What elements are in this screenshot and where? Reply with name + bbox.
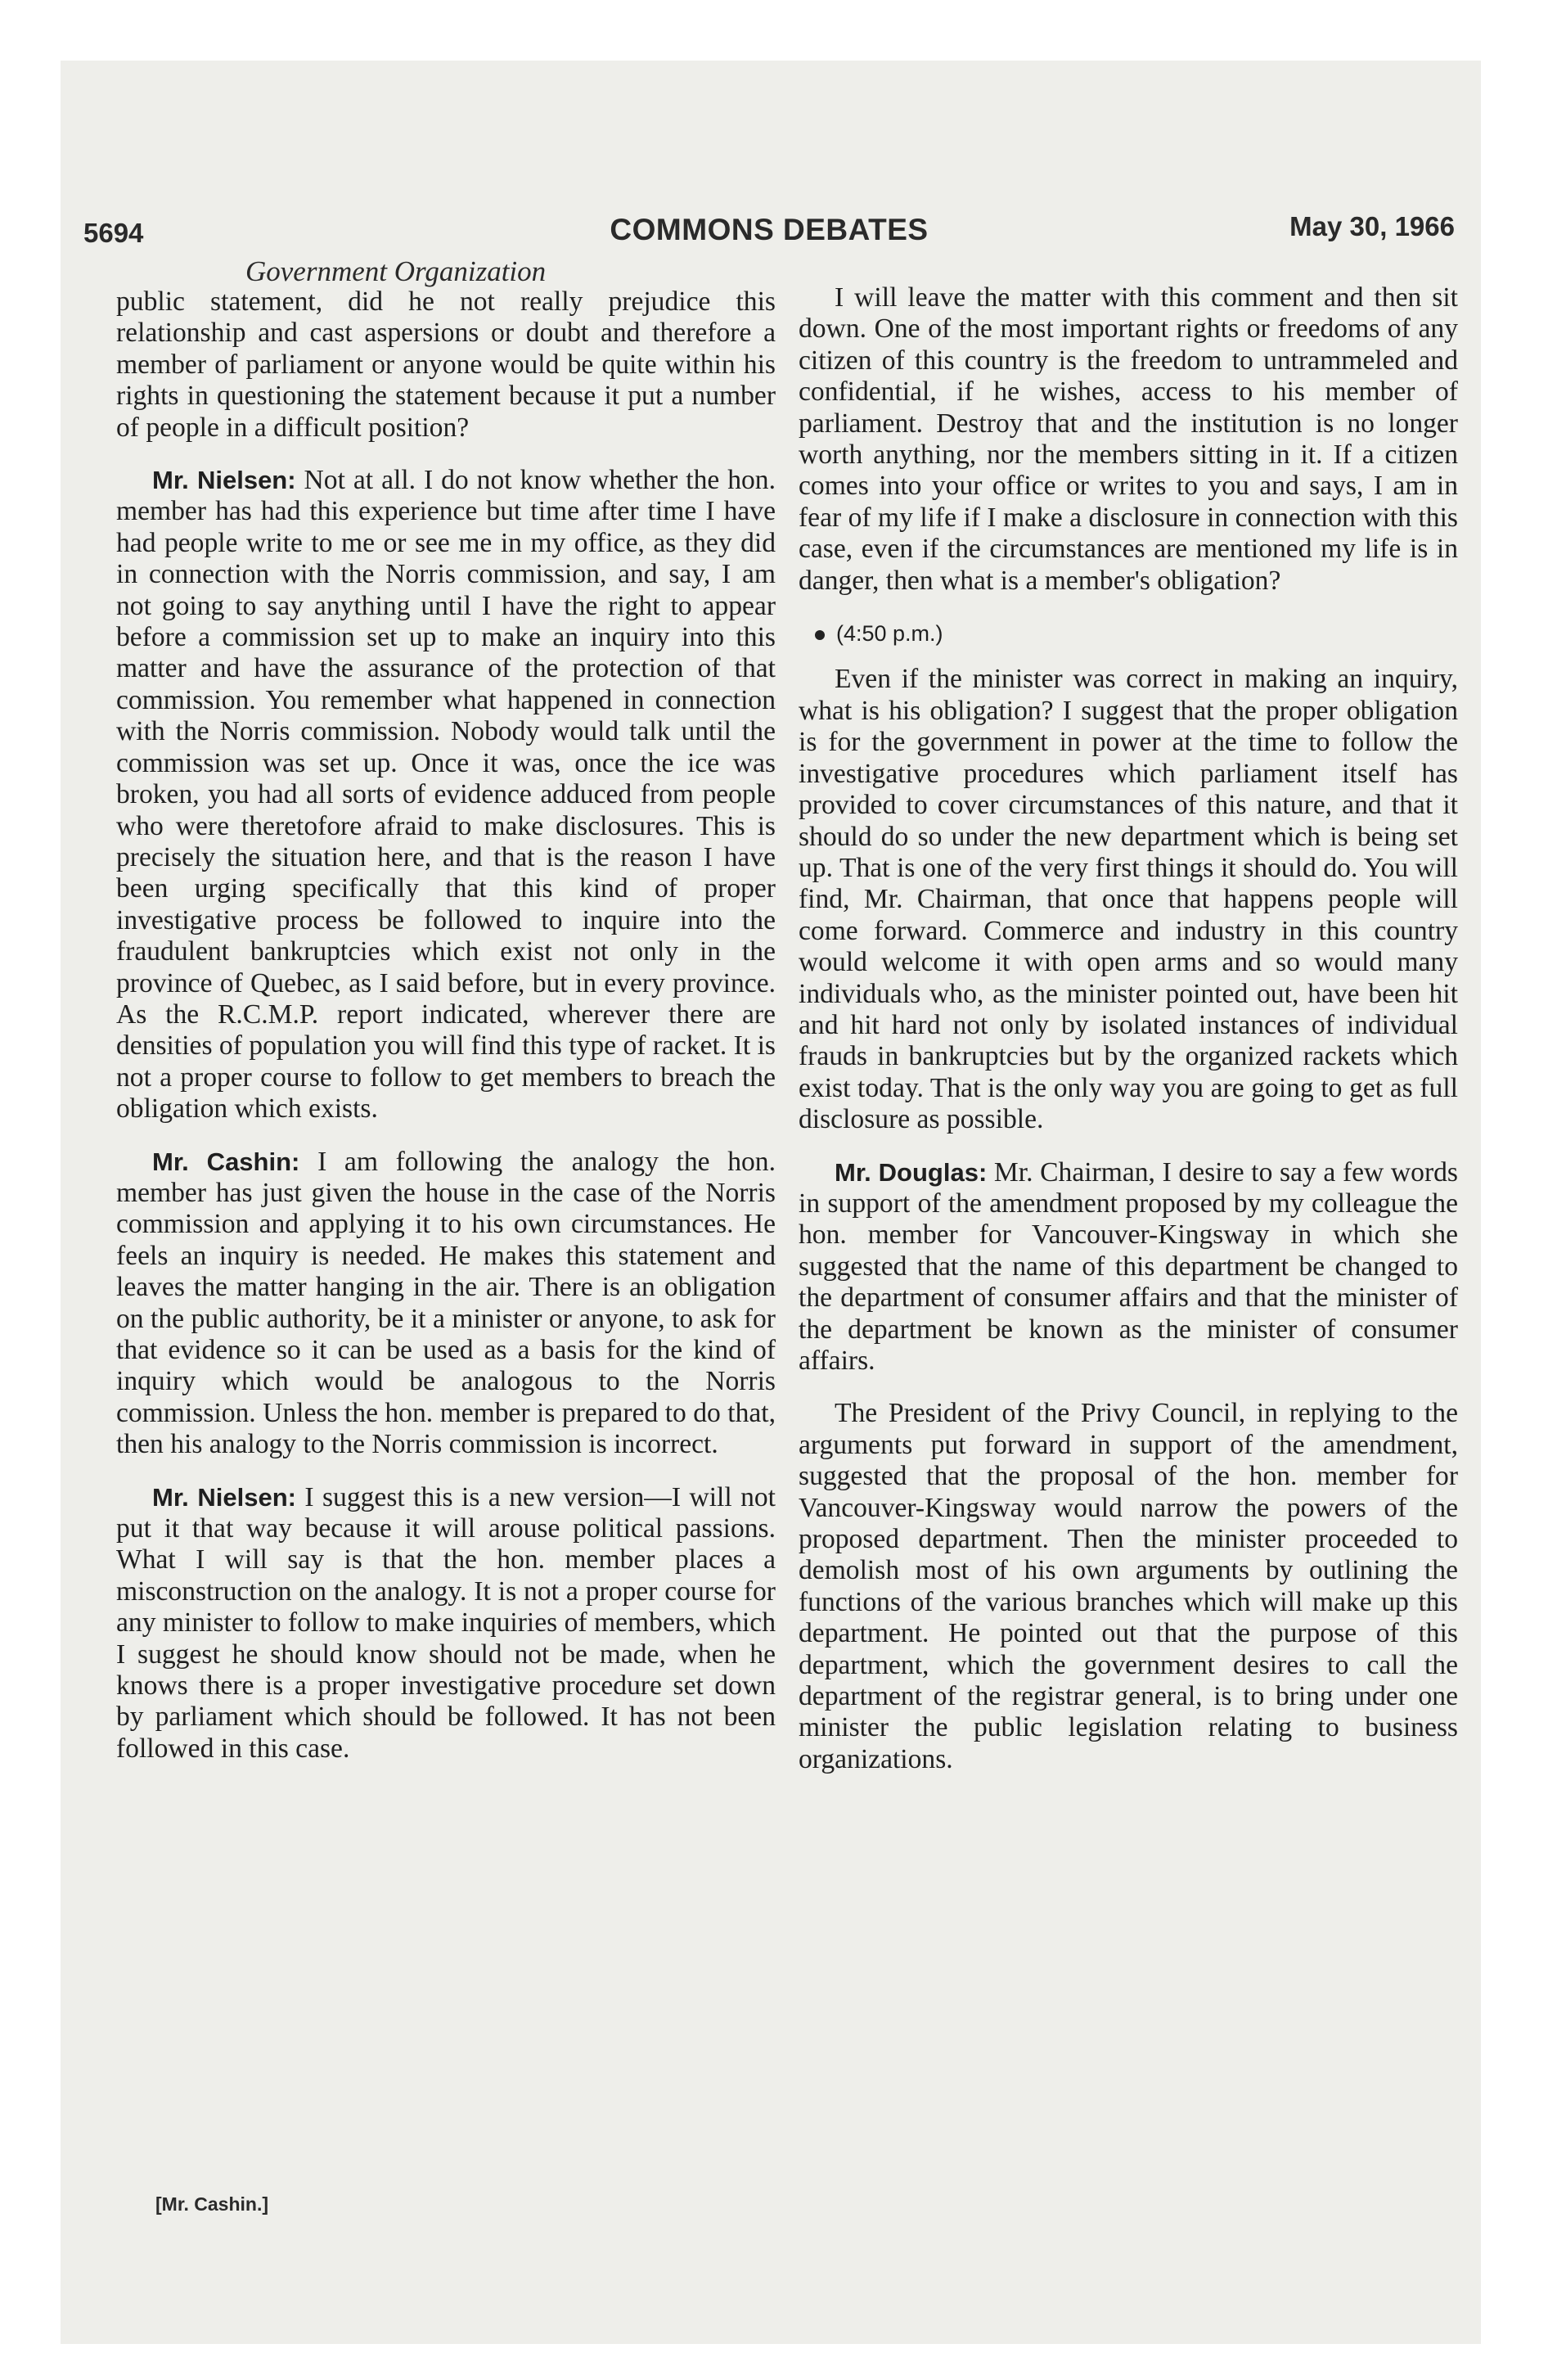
speech-paragraph (799, 1157, 1458, 1377)
speaker-name: Mr. Cashin: (152, 1147, 300, 1176)
right-column (799, 282, 1458, 1796)
footnote: [Mr. Cashin.] (155, 2193, 269, 2215)
paragraph: Even if the minister was correct in making an inquiry, what is his obligation? I suggest that the proper obligation is for the government in power at the time to follow the investigative procedures which parliament itself has provided to cover circumstances of this nature, and that it should do so under the new department which is being set up. That is one of the very first things it should do. You will find, Mr. Chairman, that once that happens people will come forward. Commerce and industry in this country would welcome it with open arms and so would many individuals who, as the minister pointed out, have been hit and hit hard not only by isolated instances of individual frauds in bankruptcies but by the organized rackets which exist today. That is the only way you are going to get as full disclosure as possible. (799, 664, 1458, 1135)
speech-paragraph (116, 1147, 776, 1461)
publication-title: COMMONS DEBATES (610, 213, 929, 246)
speech-text: I am following the analogy the hon. member has just given the house in the case of the Norris commission and applying it to his own circumstances. He feels an inquiry is needed. He makes this statement and leaves the matter hanging in the air. There is an obligation on the public authority, be it a minister or anyone, to ask for that evidence so it can be used as a basis for the kind of inquiry which would be analogous to the Norris commission. Unless the hon. member is prepared to do that, then his analogy to the Norris commission is incorrect. (116, 1146, 776, 1460)
speech-paragraph (116, 465, 776, 1125)
time-stamp (815, 618, 1458, 649)
speaker-name: Mr. Douglas: (835, 1157, 988, 1187)
page-date: May 30, 1966 (1289, 211, 1455, 241)
speech-text: Mr. Chairman, I desire to say a few words in support of the amendment proposed by my colleague the hon. member for Vancouver-Kingsway in which she suggested that the name of this department be changed to the department of consumer affairs and that the minister of the department be known as the minister of consumer affairs. (799, 1156, 1458, 1376)
speech-text: Not at all. I do not know whether the hon. member has had this experience but time after time I have had people write to me or see me in my office, as they did in connection with the Norris commission, and say, I am not going to say anything until I have the right to appear before a commission set up to make an inquiry into this matter and have the assurance of the protection of that commission. You remember what happened in connection with the Norris commission. Nobody would talk until the commission was set up. Once it was, once the ice was broken, you had all sorts of evidence adduced from people who were theretofore afraid to make disclosures. This is precisely the situation here, and that is the reason I have been urging specifically that this kind of proper investigative process be followed to inquire into the fraudulent bankruptcies which exist not only in the province of Quebec, as I said before, but in every province. As the R.C.M.P. report indicated, wherever there are densities of population you will find this type of racket. It is not a proper course to follow to get members to breach the obligation which exists. (116, 465, 776, 1125)
section-heading: Government Organization (245, 255, 547, 287)
speaker-name: Mr. Nielsen: (152, 466, 296, 495)
page-header (83, 211, 1455, 252)
paragraph: I will leave the matter with this comment and then sit down. One of the most important rights or freedoms of any citizen of this country is the freedom to untrammeled and confidential, if he wishes, access to his member of parliament. Destroy that and the institution is no longer worth anything, nor the members sitting in it. If a citizen comes into your office or writes to you and says, I am in fear of my life if I make a disclosure in connection with this case, even if the circumstances are mentioned my life is in danger, then what is a member's obligation? (799, 282, 1458, 596)
speaker-name: Mr. Nielsen: (152, 1482, 296, 1512)
page-number: 5694 (83, 218, 144, 248)
left-column (116, 286, 776, 1786)
paragraph: The President of the Privy Council, in replying to the arguments put forward in support of the amendment, suggested that the proposal of the hon. member for Vancouver-Kingsway would narrow the powers of the proposed department. Then the minister proceeded to demolish most of his own arguments by outlining the functions of the various branches which will make up this department. He pointed out that the purpose of this department, which the government desires to call the department of the registrar general, is to bring under one minister the public legislation relating to business organizations. (799, 1398, 1458, 1774)
time-text: (4:50 p.m.) (836, 621, 943, 647)
speech-paragraph (116, 1482, 776, 1765)
bullet-icon (815, 630, 825, 640)
speech-text: I suggest this is a new version—I will not put it that way because it will arouse political passions. What I will say is that the hon. member places a misconstruction on the analogy. It is not a proper course for any minister to follow to make inquiries of members, which I suggest he should know should not be made, when he knows there is a proper investigative procedure set down by parliament which should be followed. It has not been followed in this case. (116, 1481, 776, 1764)
paragraph: public statement, did he not really prejudice this relationship and cast aspersions or doubt and therefore a member of parliament or anyone would be quite within his rights in questioning the statement because it put a number of people in a difficult position? (116, 286, 776, 443)
